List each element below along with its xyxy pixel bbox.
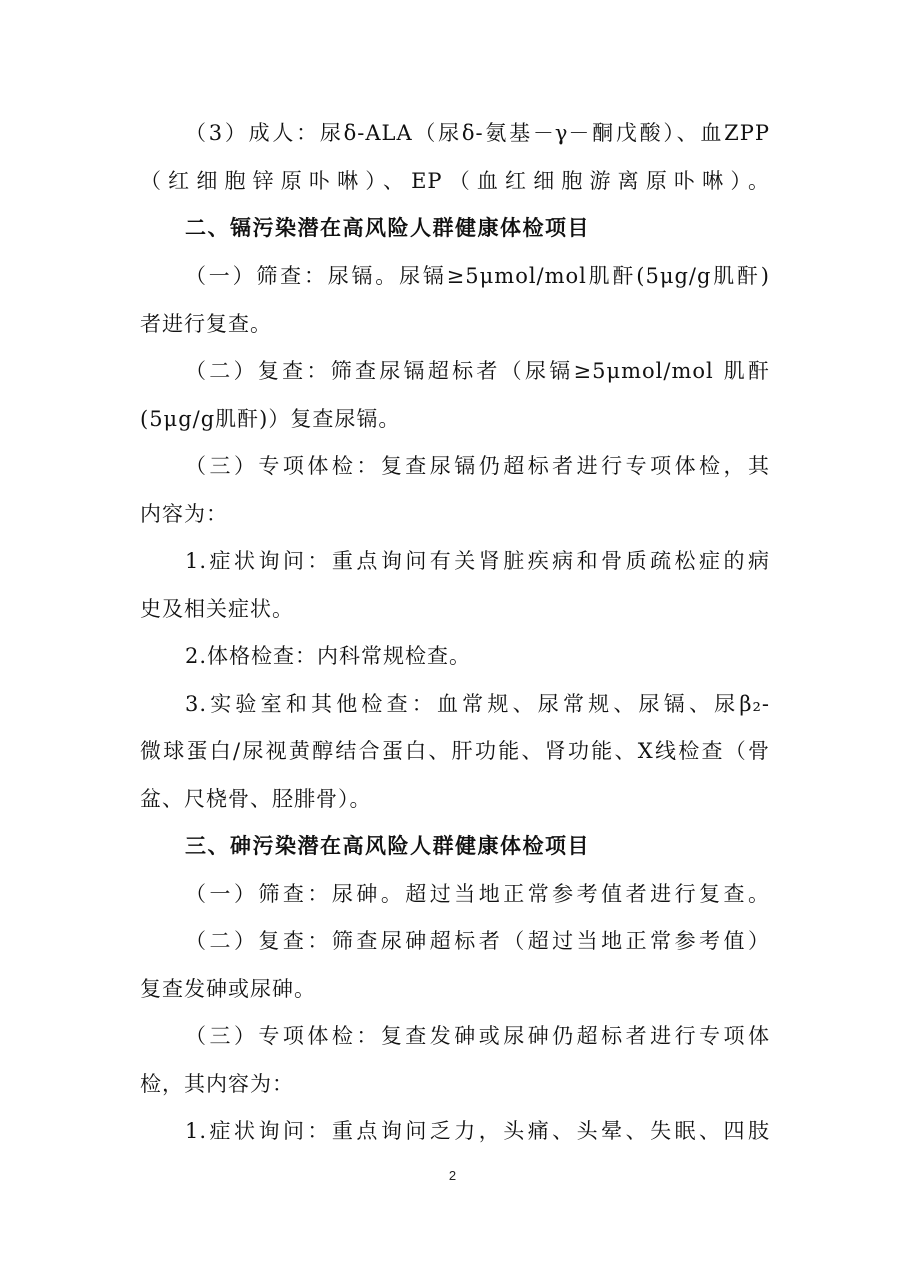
- section-heading: 二、镉污染潜在高风险人群健康体检项目: [185, 216, 590, 240]
- paragraph-line: （一）筛查：尿砷。超过当地正常参考值者进行复查。: [185, 882, 770, 906]
- section-heading: 三、砷污染潜在高风险人群健康体检项目: [185, 834, 590, 858]
- paragraph-line: 微球蛋白/尿视黄醇结合蛋白、肝功能、肾功能、X线检查（骨: [140, 739, 770, 763]
- paragraph-line: 盆、尺桡骨、胫腓骨）。: [140, 787, 372, 811]
- page-number: 2: [448, 1168, 457, 1183]
- paragraph-line: 1.症状询问：重点询问有关肾脏疾病和骨质疏松症的病: [185, 549, 770, 573]
- paragraph-line: 史及相关症状。: [140, 597, 294, 621]
- paragraph-line: （一）筛查：尿镉。尿镉≥5μmol/mol肌酐(5μg/g肌酐): [185, 264, 770, 288]
- paragraph-line: （三）专项体检：复查发砷或尿砷仍超标者进行专项体: [185, 1024, 770, 1048]
- paragraph-line: （二）复查：筛查尿砷超标者（超过当地正常参考值）: [185, 929, 770, 953]
- paragraph-line: （二）复查：筛查尿镉超标者（尿镉≥5μmol/mol 肌酐: [185, 359, 770, 383]
- paragraph-line: （3）成人：尿δ-ALA（尿δ-氨基－γ－酮戊酸）、血ZPP: [185, 121, 770, 145]
- paragraph-line: (5μg/g肌酐)）复查尿镉。: [140, 407, 401, 431]
- paragraph-line: 内容为：: [140, 502, 228, 526]
- paragraph-line: 3.实验室和其他检查：血常规、尿常规、尿镉、尿β₂-: [185, 692, 770, 716]
- paragraph-line: （红细胞锌原卟啉）、EP（血红细胞游离原卟啉）。: [140, 169, 770, 193]
- paragraph-line: 检，其内容为：: [140, 1072, 294, 1096]
- paragraph-line: （三）专项体检：复查尿镉仍超标者进行专项体检，其: [185, 454, 770, 478]
- paragraph-line: 复查发砷或尿砷。: [140, 977, 316, 1001]
- paragraph-line: 2.体格检查：内科常规检查。: [185, 644, 472, 668]
- paragraph-line: 者进行复查。: [140, 312, 272, 336]
- paragraph-line: 1.症状询问：重点询问乏力，头痛、头晕、失眠、四肢: [185, 1119, 770, 1143]
